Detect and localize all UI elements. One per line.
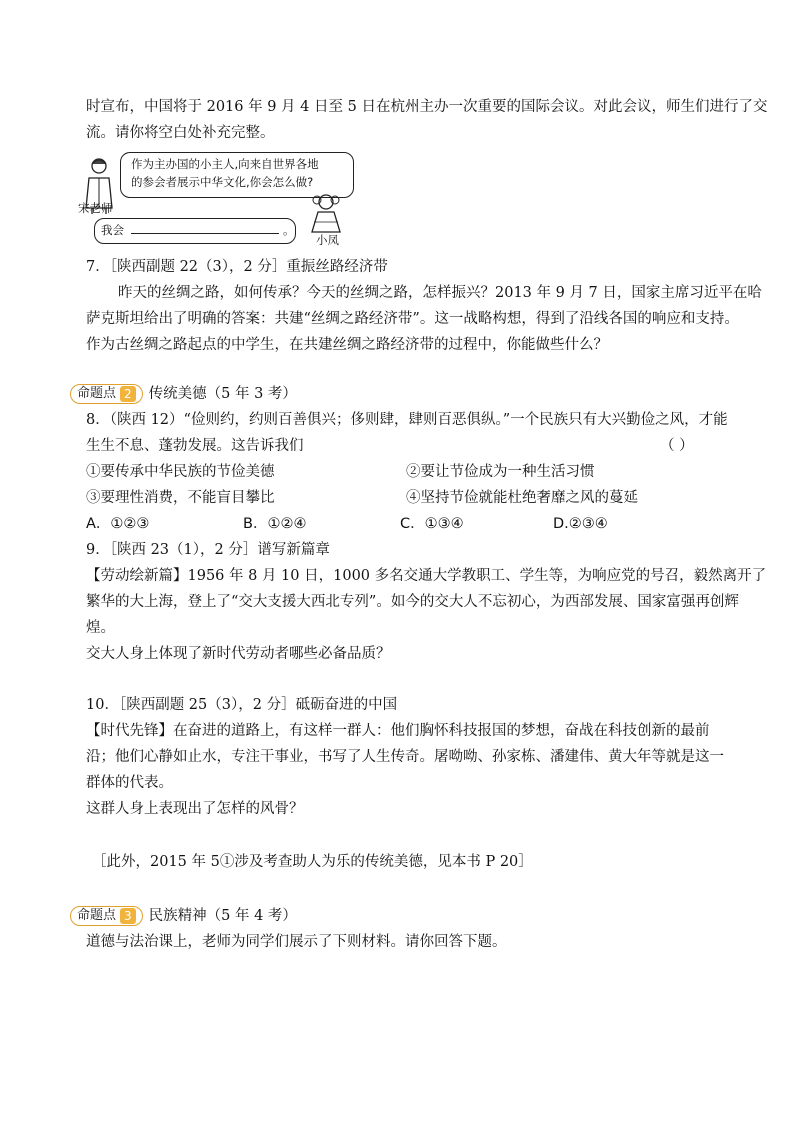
teacher-caption: 宋老师 bbox=[78, 201, 113, 215]
topic-title: 传统美德（5 年 3 考） bbox=[148, 386, 297, 402]
q10-header: 10．［陕西副题 25（3），2 分］砥砺奋进的中国 bbox=[86, 697, 398, 713]
q9-line-2: 繁华的大上海，登上了“交大支援大西北专列”。如今的交大人不忘初心，为西部发展、国家富强再创辉 bbox=[86, 594, 739, 610]
topic-badge: 命题点 3 bbox=[70, 906, 143, 926]
student-caption: 小凤 bbox=[316, 233, 339, 247]
q8-line-2: 生生不息、蓬勃发展。这告诉我们 bbox=[86, 438, 304, 454]
q9-header: 9．［陕西 23（1），2 分］谱写新篇章 bbox=[86, 542, 330, 558]
topic-number: 3 bbox=[120, 908, 136, 924]
statement-2: ②要让节俭成为一种生活习惯 bbox=[406, 464, 595, 480]
q9-question: 交大人身上体现了新时代劳动者哪些必备品质？ bbox=[86, 646, 391, 662]
intro-line-2: 流。请你将空白处补充完整。 bbox=[86, 125, 275, 141]
option-b[interactable]: B．①②④ bbox=[243, 516, 307, 532]
q10-line-1: 【时代先锋】在奋进的道路上，有这样一群人：他们胸怀科技报国的梦想，奋战在科技创新的最前 bbox=[86, 723, 710, 739]
option-a[interactable]: A．①②③ bbox=[86, 516, 150, 532]
q8-line-1: 8．（陕西 12）“俭则约，约则百善俱兴；侈则肆，肆则百恶俱纵。”一个民族只有大兴勤俭之风，才能 bbox=[86, 412, 728, 428]
q10-line-2: 沿；他们心静如止水，专注干事业，书写了人生传奇。屠呦呦、孙家栋、潘建伟、黄大年等就是这一 bbox=[86, 749, 724, 765]
answer-blank[interactable] bbox=[131, 233, 279, 234]
dialogue-illustration bbox=[80, 152, 350, 248]
q7-line-1: 昨天的丝绸之路，如何传承？今天的丝绸之路，怎样振兴？2013 年 9 月 7 日，国家主席习近平在哈 bbox=[118, 285, 762, 301]
topic-number: 2 bbox=[120, 386, 136, 402]
answer-end: 。 bbox=[283, 223, 295, 237]
topic-badge: 命题点 2 bbox=[70, 384, 143, 404]
reference-note: ［此外，2015 年 5①涉及考查助人为乐的传统美德，见本书 P 20］ bbox=[92, 854, 533, 870]
final-instruction: 道德与法治课上，老师为同学们展示了下则材料。请你回答下题。 bbox=[86, 934, 507, 950]
option-d[interactable]: D.②③④ bbox=[553, 516, 608, 532]
q7-line-2: 萨克斯坦给出了明确的答案：共建“丝绸之路经济带”。这一战略构想，得到了沿线各国的响应和支持。 bbox=[86, 311, 739, 327]
statement-4: ④坚持节俭就能杜绝奢靡之风的蔓延 bbox=[406, 490, 638, 506]
bubble-line-2: 的参会者展示中华文化,你会怎么做? bbox=[131, 175, 314, 189]
q7-header: 7．［陕西副题 22（3），2 分］重振丝路经济带 bbox=[86, 259, 388, 275]
q10-question: 这群人身上表现出了怎样的风骨？ bbox=[86, 801, 304, 817]
topic-heading-3 bbox=[70, 906, 297, 926]
topic-title: 民族精神（5 年 4 考） bbox=[148, 908, 297, 924]
answer-bubble bbox=[94, 218, 296, 244]
q9-line-1: 【劳动绘新篇】1956 年 8 月 10 日，1000 多名交通大学教职工、学生等，为响应党的号召，毅然离开了 bbox=[86, 568, 767, 584]
topic-heading-2 bbox=[70, 384, 297, 404]
intro-line-1: 时宣布，中国将于 2016 年 9 月 4 日至 5 日在杭州主办一次重要的国际会议。对此会议，师生们进行了交 bbox=[86, 99, 768, 115]
q10-line-3: 群体的代表。 bbox=[86, 775, 173, 791]
statement-3: ③要理性消费，不能盲目攀比 bbox=[86, 490, 275, 506]
q9-line-3: 煌。 bbox=[86, 620, 115, 636]
bubble-line-1: 作为主办国的小主人,向来自世界各地 bbox=[131, 157, 319, 171]
answer-prefix: 我会 bbox=[101, 223, 124, 237]
q7-question: 作为古丝绸之路起点的中学生，在共建丝绸之路经济带的过程中，你能做些什么？ bbox=[86, 337, 608, 353]
statement-1: ①要传承中华民族的节俭美德 bbox=[86, 464, 275, 480]
answer-bracket: （ ） bbox=[660, 438, 694, 454]
option-c[interactable]: C．①③④ bbox=[400, 516, 464, 532]
